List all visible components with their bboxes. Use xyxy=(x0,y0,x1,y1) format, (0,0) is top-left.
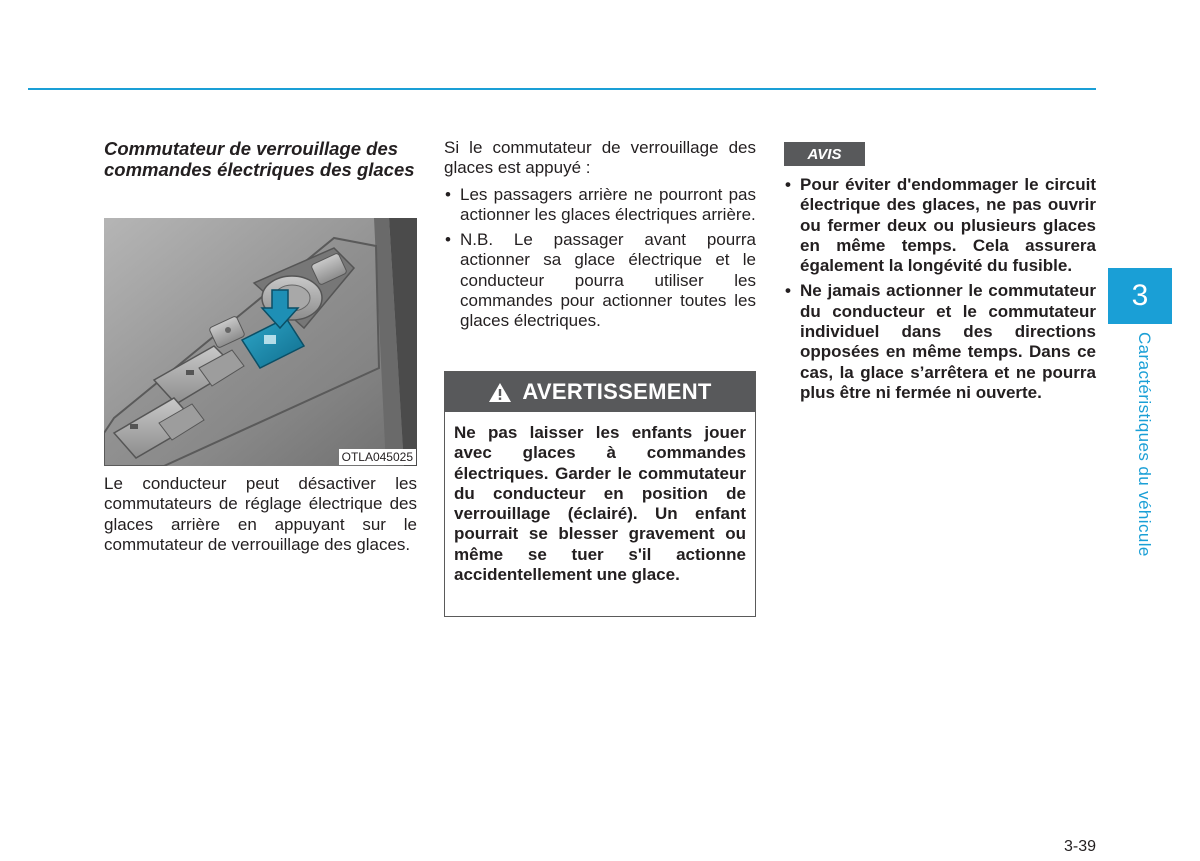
warning-text: Ne pas laisser les enfants jouer avec glaces à commandes électriques. Garder le commutateur du conducteur en position de verrouillage (éclairé). Un enfant pourrait se blesser gravement ou même se tuer s'il actionne accidentellement une glace. xyxy=(454,423,746,585)
warning-header xyxy=(445,372,755,412)
header-rule xyxy=(28,88,1096,90)
notice-badge: AVIS xyxy=(784,142,865,166)
list-item: • Les passagers arrière ne pourront pas actionner les glaces électriques arrière. xyxy=(445,184,756,224)
list-item: • N.B. Le passager avant pourra actionner sa glace électrique et le conducteur pourra utiliser les commandes pour actionner toutes les glaces électriques. xyxy=(445,230,756,331)
effects-list xyxy=(444,185,756,332)
list-item: • Ne jamais actionner le commutateur du conducteur et le commutateur individuel dans des directions opposées en même temps. Dans ce cas, la glace s’arrêtera et ne pourra plus être ni fermée ni ouverte. xyxy=(785,281,1096,402)
bullet-icon: • xyxy=(445,184,451,204)
warning-box xyxy=(444,371,756,617)
window-lock-switch-illustration xyxy=(104,218,417,466)
chapter-tab: 3 xyxy=(1108,268,1172,324)
left-body-text: Le conducteur peut désactiver les commutateurs de réglage électrique des glaces arrière en appuyant sur le commutateur de verrouillage des glaces. xyxy=(104,474,417,554)
warning-triangle-icon xyxy=(488,382,512,403)
figure-code: OTLA045025 xyxy=(339,449,416,465)
left-column xyxy=(104,138,417,180)
intro-text: Si le commutateur de verrouillage des glaces est appuyé : xyxy=(444,138,756,178)
right-column xyxy=(784,175,1096,408)
chapter-title: Caractéristiques du véhicule xyxy=(1135,332,1154,557)
section-heading: Commutateur de verrouillage des commandes électriques des glaces xyxy=(104,138,415,180)
door-panel-drawing xyxy=(104,218,417,466)
notice-list xyxy=(784,175,1096,403)
page-number: 3-39 xyxy=(1063,838,1096,855)
bullet-icon: • xyxy=(785,281,791,301)
middle-column xyxy=(444,138,756,337)
bullet-icon: • xyxy=(785,175,791,194)
list-item: • Pour éviter d'endommager le circuit électrique des glaces, ne pas ouvrir ou fermer deux ou plusieurs glaces en même temps. Cela assurera également la longévité du fusible. xyxy=(785,175,1096,276)
warning-title: AVERTISSEMENT xyxy=(522,379,712,404)
bullet-icon: • xyxy=(445,230,451,250)
